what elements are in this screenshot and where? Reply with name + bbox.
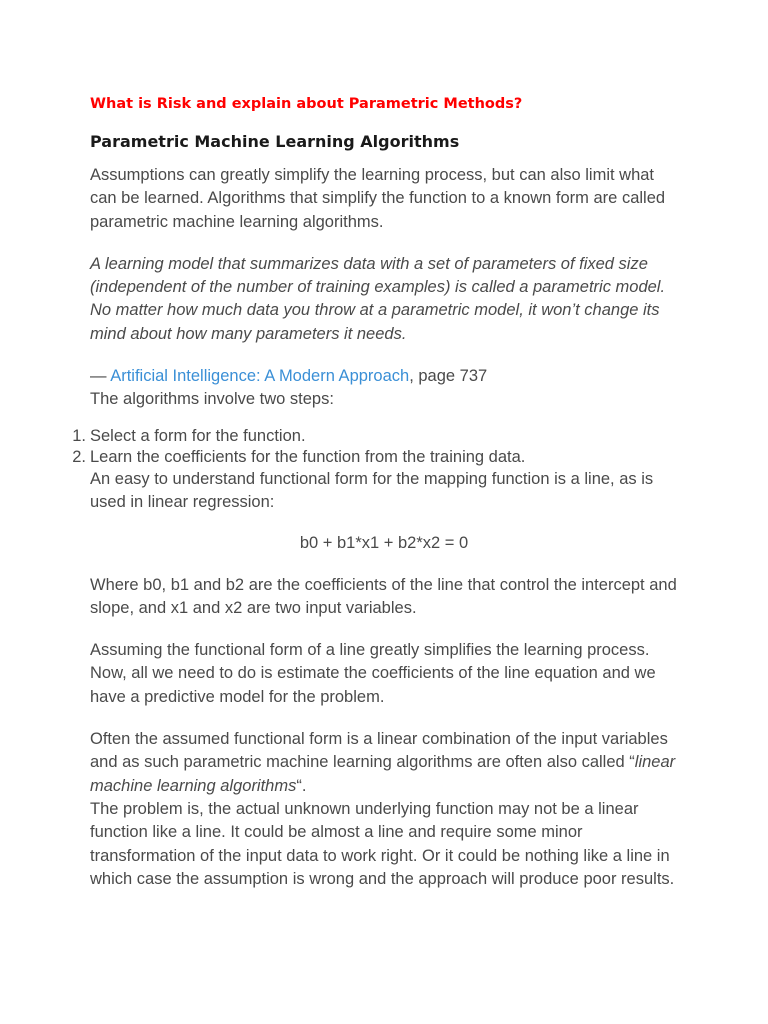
often-italic: linear machine learning algorithms bbox=[90, 753, 676, 795]
assuming-paragraph: Assuming the functional form of a line greatly simplifies the learning process. Now, all we need to do is estimate the coefficients of the line equation and we have a predictive model for the problem. bbox=[90, 641, 656, 706]
often-prefix: Often the assumed functional form is a linear combination of the input variables and as such parametric machine learning algorithms are often also called “ bbox=[90, 730, 668, 772]
often-paragraph bbox=[90, 728, 678, 798]
section-title: Parametric Machine Learning Algorithms bbox=[90, 132, 460, 151]
list-item bbox=[72, 447, 678, 468]
attribution-dash: — bbox=[90, 367, 111, 386]
step2-continuation: An easy to understand functional form for the mapping function is a line, as is used in linear regression: bbox=[90, 469, 654, 511]
list-item bbox=[72, 426, 678, 447]
question-title: What is Risk and explain about Parametric Methods? bbox=[90, 96, 523, 112]
quote-paragraph: A learning model that summarizes data with a set of parameters of fixed size (independent of the number of training examples) is called a parametric model. No matter how much data you throw at a parametric model, it won’t change its mind about how many parameters it needs. bbox=[90, 254, 666, 343]
steps-list bbox=[72, 426, 678, 468]
attribution-suffix: , page 737 bbox=[409, 367, 488, 386]
list-item-text: Select a form for the function. bbox=[90, 426, 306, 445]
book-link[interactable]: Artificial Intelligence: A Modern Approach bbox=[110, 367, 410, 386]
formula: b0 + b1*x1 + b2*x2 = 0 bbox=[299, 534, 469, 553]
list-number: 1. bbox=[72, 426, 86, 445]
where-paragraph: Where b0, b1 and b2 are the coefficients of the line that control the intercept and slope, and x1 and x2 are two input variables. bbox=[90, 575, 677, 617]
steps-intro: The algorithms involve two steps: bbox=[90, 390, 334, 409]
list-item-text: Learn the coefficients for the function from the training data. bbox=[90, 447, 526, 466]
problem-paragraph: The problem is, the actual unknown underlying function may not be a linear function like a line. It could be almost a line and require some minor transformation of the input data to work right. Or it could be nothing like a line in which case the assumption is wrong and the approach will produce poor results. bbox=[90, 799, 675, 888]
intro-paragraph: Assumptions can greatly simplify the learning process, but can also limit what can be learned. Algorithms that simplify the function to a known form are called parametric machine learning algorithms. bbox=[90, 166, 666, 231]
list-number: 2. bbox=[72, 447, 86, 466]
often-suffix: “. bbox=[296, 776, 307, 795]
attribution-line bbox=[90, 365, 678, 388]
